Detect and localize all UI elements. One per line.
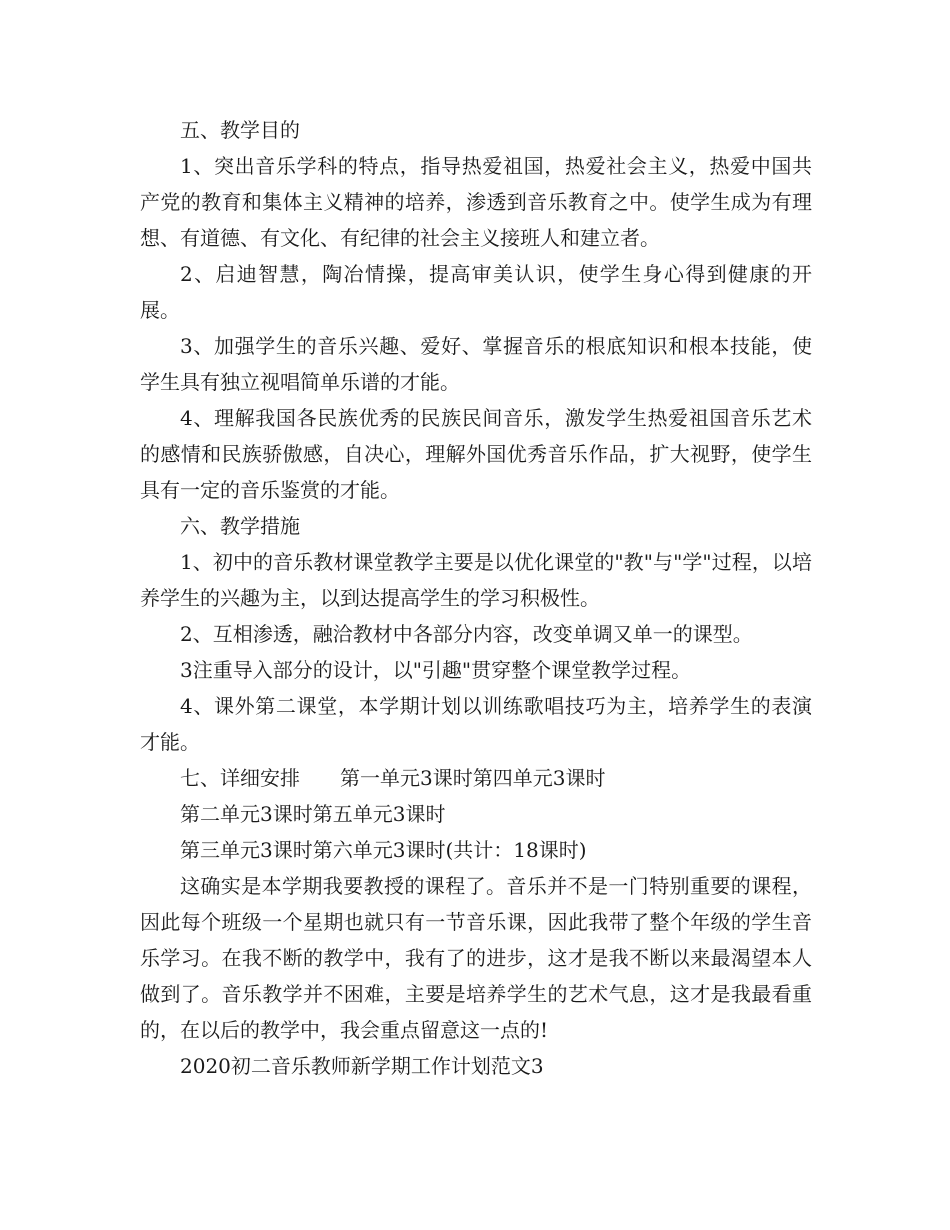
measure-item-3: 3注重导入部分的设计，以"引趣"贯穿整个课堂教学过程。 <box>180 658 692 682</box>
section-heading-schedule: 七、详细安排 第一单元3课时第四单元3课时 <box>180 766 606 790</box>
closing-paragraph: 这确实是本学期我要教授的课程了。音乐并不是一门特别重要的课程，因此每个班级一个星期也就只有一节音乐课，因此我带了整个年级的学生音乐学习。在我不断的教学中，我有了的进步，这才是我不断以来最渴望本人做到了。音乐教学并不困难，主要是培养学生的艺术气息，这才是我最看重的，在以后的教学中，我会重点留意这一点的! <box>140 874 812 1042</box>
measure-item-1: 1、初中的音乐教材课堂教学主要是以优化课堂的"教"与"学"过程，以培养学生的兴趣为主，以到达提高学生的学习积极性。 <box>140 550 812 610</box>
section-heading-teaching-goals: 五、教学目的 <box>180 118 300 142</box>
goal-item-2: 2、启迪智慧，陶冶情操，提高审美认识，使学生身心得到健康的开展。 <box>140 262 812 322</box>
measure-item-2: 2、互相渗透，融洽教材中各部分内容，改变单调又单一的课型。 <box>180 622 753 646</box>
measure-item-4: 4、课外第二课堂，本学期计划以训练歌唱技巧为主，培养学生的表演才能。 <box>140 694 812 754</box>
document-body <box>140 112 812 1084</box>
schedule-line-3: 第三单元3课时第六单元3课时(共计：18课时) <box>180 838 587 862</box>
next-document-title: 2020初二音乐教师新学期工作计划范文3 <box>180 1054 544 1078</box>
goal-item-4: 4、理解我国各民族优秀的民族民间音乐，激发学生热爱祖国音乐艺术的感情和民族骄傲感，自决心，理解外国优秀音乐作品，扩大视野，使学生具有一定的音乐鉴赏的才能。 <box>140 406 812 502</box>
goal-item-1: 1、突出音乐学科的特点，指导热爱祖国，热爱社会主义，热爱中国共产党的教育和集体主义精神的培养，渗透到音乐教育之中。使学生成为有理想、有道德、有文化、有纪律的社会主义接班人和建立者。 <box>140 154 812 250</box>
section-heading-teaching-measures: 六、教学措施 <box>180 514 300 538</box>
goal-item-3: 3、加强学生的音乐兴趣、爱好、掌握音乐的根底知识和根本技能，使学生具有独立视唱简单乐谱的才能。 <box>140 334 812 394</box>
schedule-line-2: 第二单元3课时第五单元3课时 <box>180 802 446 826</box>
